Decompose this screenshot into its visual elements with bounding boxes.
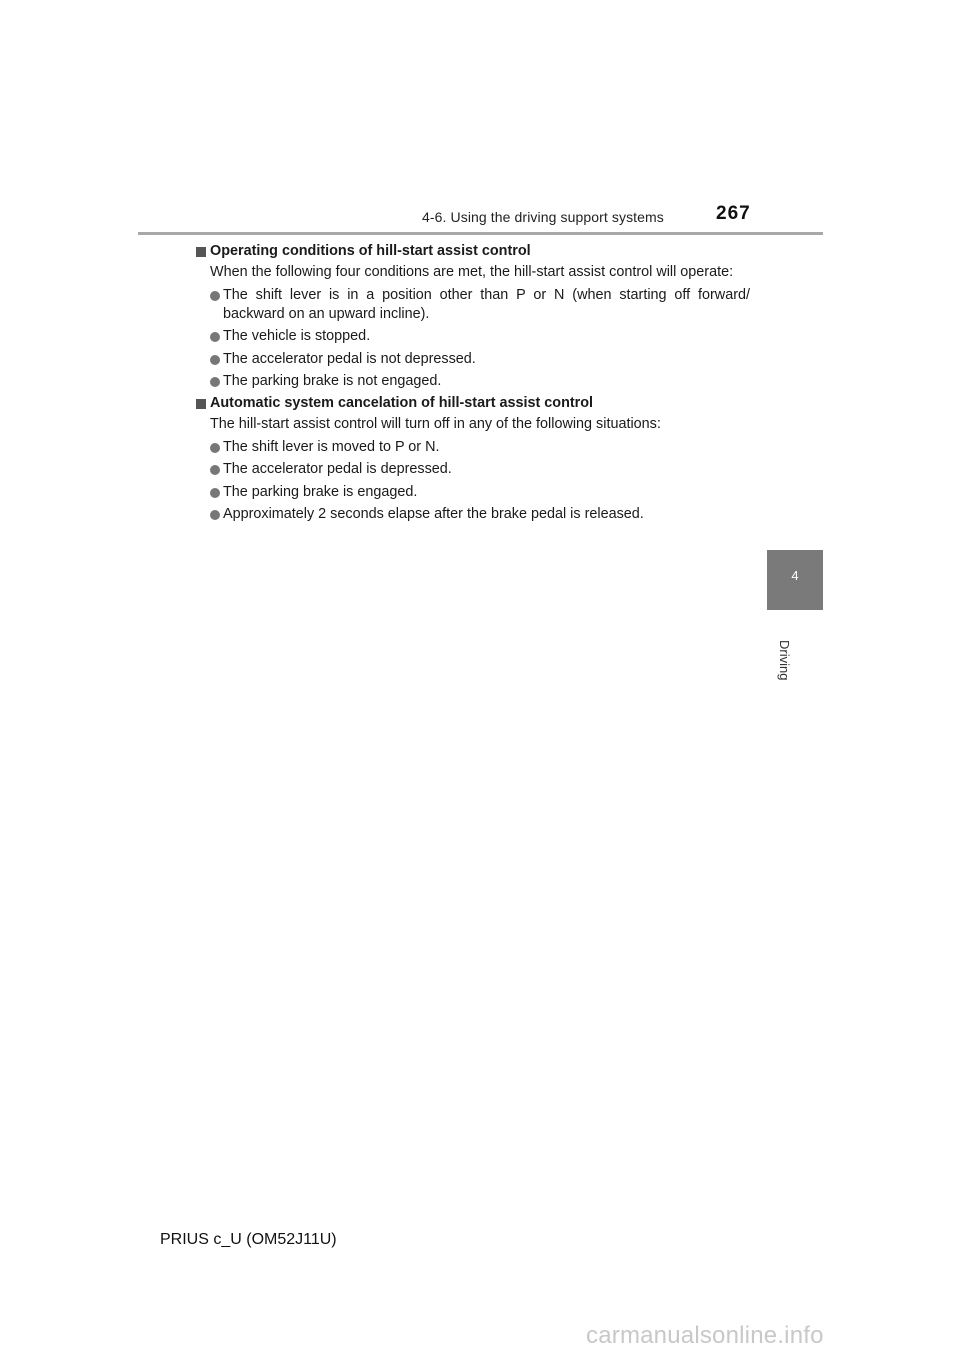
bullet-list: [210, 438, 750, 525]
bullet-list: [210, 286, 750, 392]
footer-model: PRIUS c_U (OM52J11U): [160, 1231, 337, 1248]
section-operating-conditions: [210, 242, 750, 391]
chapter-number: 4: [791, 568, 799, 583]
list-item: [210, 438, 750, 457]
circle-bullet-icon: [210, 291, 220, 301]
main-content: [210, 242, 750, 524]
circle-bullet-icon: [210, 443, 220, 453]
circle-bullet-icon: [210, 355, 220, 365]
list-item-text: The accelerator pedal is depressed.: [223, 461, 452, 477]
list-item-text: Approximately 2 seconds elapse after the brake pedal is released.: [223, 506, 644, 522]
square-bullet-icon: [196, 247, 206, 257]
list-item-text: The parking brake is engaged.: [223, 483, 418, 500]
header-rule: [138, 232, 823, 235]
circle-bullet-icon: [210, 377, 220, 387]
list-item-text: The shift lever is moved to P or N.: [223, 438, 440, 455]
page-header-title: 4-6. Using the driving support systems: [422, 209, 664, 225]
section-heading: [196, 242, 750, 261]
chapter-label: Driving: [777, 640, 792, 681]
list-item: [210, 505, 750, 524]
circle-bullet-icon: [210, 510, 220, 520]
section-automatic-cancelation: [210, 394, 750, 524]
list-item: [210, 350, 750, 369]
list-item-text: The accelerator pedal is not depressed.: [223, 350, 476, 367]
square-bullet-icon: [196, 399, 206, 409]
list-item: [210, 372, 750, 391]
list-item: [210, 327, 750, 346]
section-heading-text: Automatic system cancelation of hill-start assist control: [210, 395, 594, 411]
circle-bullet-icon: [210, 332, 220, 342]
watermark-text: carmanualsonline.info: [586, 1322, 824, 1349]
section-intro: When the following four conditions are met, the hill-start assist control will operate:: [210, 264, 734, 280]
list-item: [210, 460, 750, 479]
list-item: [210, 483, 750, 502]
list-item-text: The vehicle is stopped.: [223, 328, 371, 344]
section-intro: The hill-start assist control will turn off in any of the following situations:: [210, 416, 661, 432]
list-item-text: The parking brake is not engaged.: [223, 373, 442, 389]
section-heading-text: Operating conditions of hill-start assist control: [210, 243, 531, 259]
circle-bullet-icon: [210, 465, 220, 475]
circle-bullet-icon: [210, 488, 220, 498]
list-item: [210, 286, 750, 324]
list-item-text: The shift lever is in a position other than P or N (when starting off forward/ backward on an upward incline).: [223, 286, 750, 322]
chapter-tab: [767, 550, 823, 610]
page-number: 267: [716, 203, 751, 224]
section-heading: [196, 394, 750, 413]
